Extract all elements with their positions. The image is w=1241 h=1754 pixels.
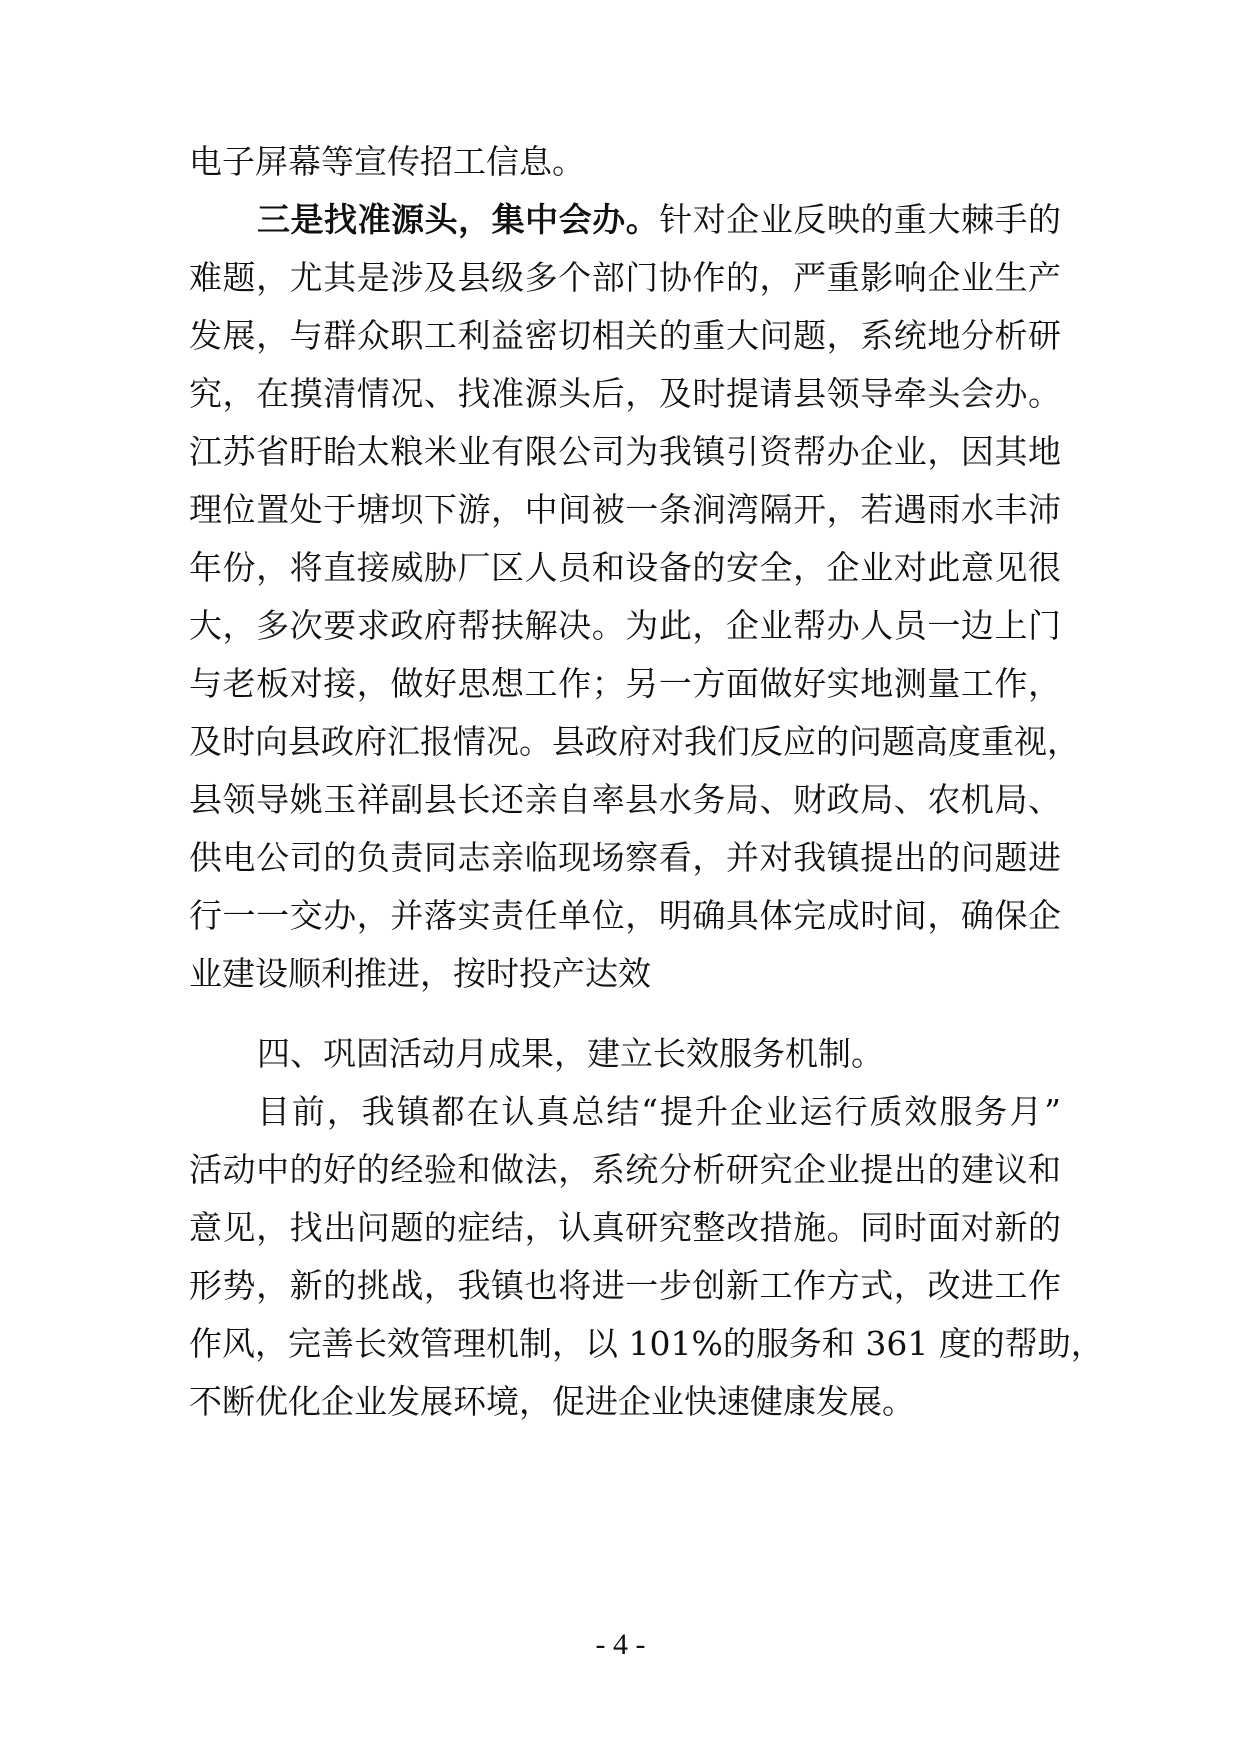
paragraph-3-line: 江苏省盱眙太粮米业有限公司为我镇引资帮办企业，因其地 [189,432,1061,471]
document-body [189,133,1104,1431]
paragraph-3-line: 业建设顺利推进，按时投产达效 [189,954,651,993]
paragraph-3-line: 县领导姚玉祥副县长还亲自率县水务局、财政局、农机局、 [189,780,1061,819]
paragraph-3-line: 究，在摸清情况、找准源头后，及时提请县领导牵头会办。 [189,374,1061,413]
section-4-line: 不断优化企业发展环境，促进企业快速健康发展。 [189,1382,915,1421]
section-4-line: 活动中的好的经验和做法，系统分析研究企业提出的建议和 [189,1150,1061,1189]
section-4-line: 目前，我镇都在认真总结“提升企业运行质效服务月” [257,1092,1061,1131]
paragraph-3-line: 大，多次要求政府帮扶解决。为此，企业帮办人员一边上门 [189,606,1061,645]
section-4-line: 形势，新的挑战，我镇也将进一步创新工作方式，改进工作 [189,1266,1061,1305]
paragraph-3-line: 与老板对接，做好思想工作；另一方面做好实地测量工作， [189,664,1061,703]
section-4-heading: 四、巩固活动月成果，建立长效服务机制。 [257,1034,884,1073]
paragraph-3-first-line-text: 针对企业反映的重大棘手的 [659,200,1062,239]
paragraph-3-line: 行一一交办，并落实责任单位，明确具体完成时间，确保企 [189,896,1061,935]
paragraph-3-line: 发展，与群众职工利益密切相关的重大问题，系统地分析研 [189,316,1061,355]
paragraph-3-line: 供电公司的负责同志亲临现场察看，并对我镇提出的问题进 [189,838,1061,877]
paragraph-3-line: 难题，尤其是涉及县级多个部门协作的，严重影响企业生产 [189,258,1061,297]
page-number: - 4 - [595,1628,646,1661]
section-4-line: 意见，找出问题的症结，认真研究整改措施。同时面对新的 [189,1208,1061,1247]
paragraph-3-line: 年份，将直接威胁厂区人员和设备的安全，企业对此意见很 [189,548,1061,587]
section-gap [189,1003,1061,1025]
section-4-line: 作风，完善长效管理机制，以 101%的服务和 361 度的帮助， [189,1324,1104,1363]
paragraph-3-first-line [189,191,1061,249]
paragraph-3-heading: 三是找准源头，集中会办。 [257,200,660,239]
paragraph-intro-line: 电子屏幕等宣传招工信息。 [189,142,585,181]
paragraph-3-line: 理位置处于塘坝下游，中间被一条涧湾隔开，若遇雨水丰沛 [189,490,1061,529]
paragraph-3-line: 及时向县政府汇报情况。县政府对我们反应的问题高度重视， [189,722,1080,761]
